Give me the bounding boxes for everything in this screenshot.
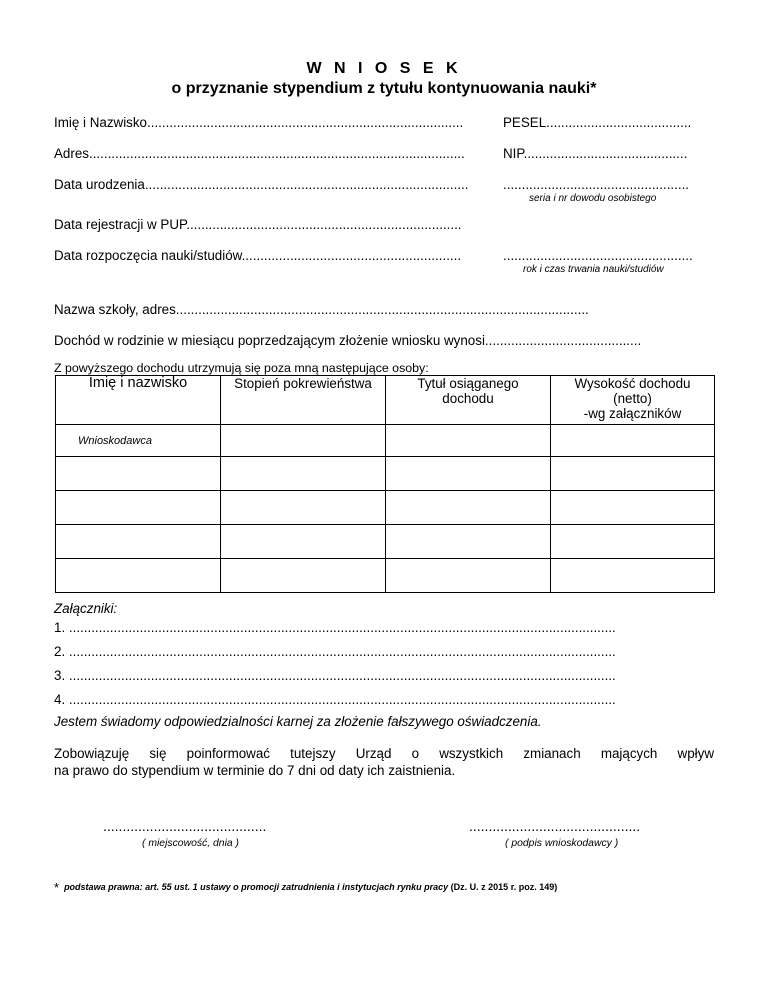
header-income-title-line1: Tytuł osiąganego (417, 376, 519, 391)
attachment-item-2: 2. ................................................................................................................................................... (54, 644, 616, 659)
header-income-amount-line3: -wg załączników (583, 406, 682, 421)
table-cell (551, 525, 715, 559)
header-name (56, 376, 221, 425)
table-row (56, 425, 715, 457)
signature-line: ............................................ (469, 818, 641, 834)
header-income-amount-line2: (netto) (613, 391, 652, 406)
applicant-cell: Wnioskodawca (56, 425, 221, 457)
table-cell (221, 559, 386, 593)
footnote-star: * (54, 880, 60, 895)
household-intro: Z powyższego dochodu utrzymują się poza mną następujące osoby: (54, 361, 429, 375)
table-cell (551, 559, 715, 593)
table-cell (56, 491, 221, 525)
table-cell (386, 525, 551, 559)
table-cell (56, 559, 221, 593)
legal-reference: (Dz. U. z 2015 r. poz. 149) (450, 882, 558, 892)
place-date-label: ( miejscowość, dnia ) (142, 838, 240, 849)
table-cell (551, 457, 715, 491)
obligation-line-1: Zobowiązuję się poinformować tutejszy Urząd o wszystkich zmianach mających wpływ (54, 746, 714, 761)
table-cell (56, 525, 221, 559)
table-cell (386, 559, 551, 593)
obligation-statement (54, 745, 714, 779)
document-subtitle: o przyznanie stypendium z tytułu kontynuowania nauki* (171, 80, 597, 97)
table-cell (221, 491, 386, 525)
table-cell (221, 425, 386, 457)
obligation-line-2: na prawo do stypendium w terminie do 7 dni od daty ich zaistnienia. (54, 763, 456, 778)
pup-registration-field: Data rejestracji w PUP.......................................................................... (54, 217, 462, 232)
address-field: Adres..................................................................................................... (54, 146, 465, 161)
school-field: Nazwa szkoły, adres............................................................................................................... (54, 302, 589, 317)
header-income-title-line2: dochodu (442, 391, 494, 406)
study-info-note: rok i czas trwania nauki/studiów (523, 264, 664, 275)
study-info-field: ................................................... (503, 248, 693, 263)
legal-basis-footnote (54, 880, 557, 895)
attachment-item-3: 3. ................................................................................................................................................... (54, 668, 616, 683)
id-document-note: seria i nr dowodu osobistego (529, 193, 657, 204)
table-cell (551, 491, 715, 525)
header-relation-text: Stopień pokrewieństwa (234, 376, 372, 391)
header-income-amount (551, 376, 715, 425)
table-cell (551, 425, 715, 457)
table-row (56, 559, 715, 593)
legal-basis-text: podstawa prawna: art. 55 ust. 1 ustawy o promocji zatrudnienia i instytucjach rynku pracy (64, 882, 451, 892)
table-cell (56, 457, 221, 491)
attachment-item-4: 4. ................................................................................................................................................... (54, 692, 616, 707)
income-field: Dochód w rodzinie w miesiącu poprzedzającym złożenie wniosku wynosi.......................................... (54, 333, 642, 348)
table-row (56, 457, 715, 491)
table-cell (221, 525, 386, 559)
place-date-line: .......................................... (103, 818, 267, 834)
pesel-field: PESEL....................................... (503, 115, 692, 130)
table-cell (386, 491, 551, 525)
household-header-row (56, 376, 715, 425)
signature-label: ( podpis wnioskodawcy ) (505, 838, 619, 849)
header-relation (221, 376, 386, 425)
header-name-text: Imię i nazwisko (88, 375, 188, 391)
table-row (56, 525, 715, 559)
attachment-item-1: 1. ................................................................................................................................................... (54, 620, 616, 635)
household-table (55, 375, 715, 593)
header-income-title (386, 376, 551, 425)
name-field: Imię i Nazwisko..................................................................................... (54, 115, 464, 130)
header-income-amount-line1: Wysokość dochodu (574, 376, 691, 391)
id-document-field: .................................................. (503, 177, 690, 192)
table-row (56, 491, 715, 525)
table-cell (386, 457, 551, 491)
liability-statement: Jestem świadomy odpowiedzialności karnej za złożenie fałszywego oświadczenia. (54, 714, 542, 729)
nip-field: NIP............................................ (503, 146, 688, 161)
document-title: W N I O S E K (306, 60, 462, 77)
table-cell (221, 457, 386, 491)
birth-date-field: Data urodzenia....................................................................................... (54, 177, 469, 192)
table-cell (386, 425, 551, 457)
study-start-field: Data rozpoczęcia nauki/studiów........................................................... (54, 248, 462, 263)
attachments-heading: Załączniki: (54, 601, 118, 616)
